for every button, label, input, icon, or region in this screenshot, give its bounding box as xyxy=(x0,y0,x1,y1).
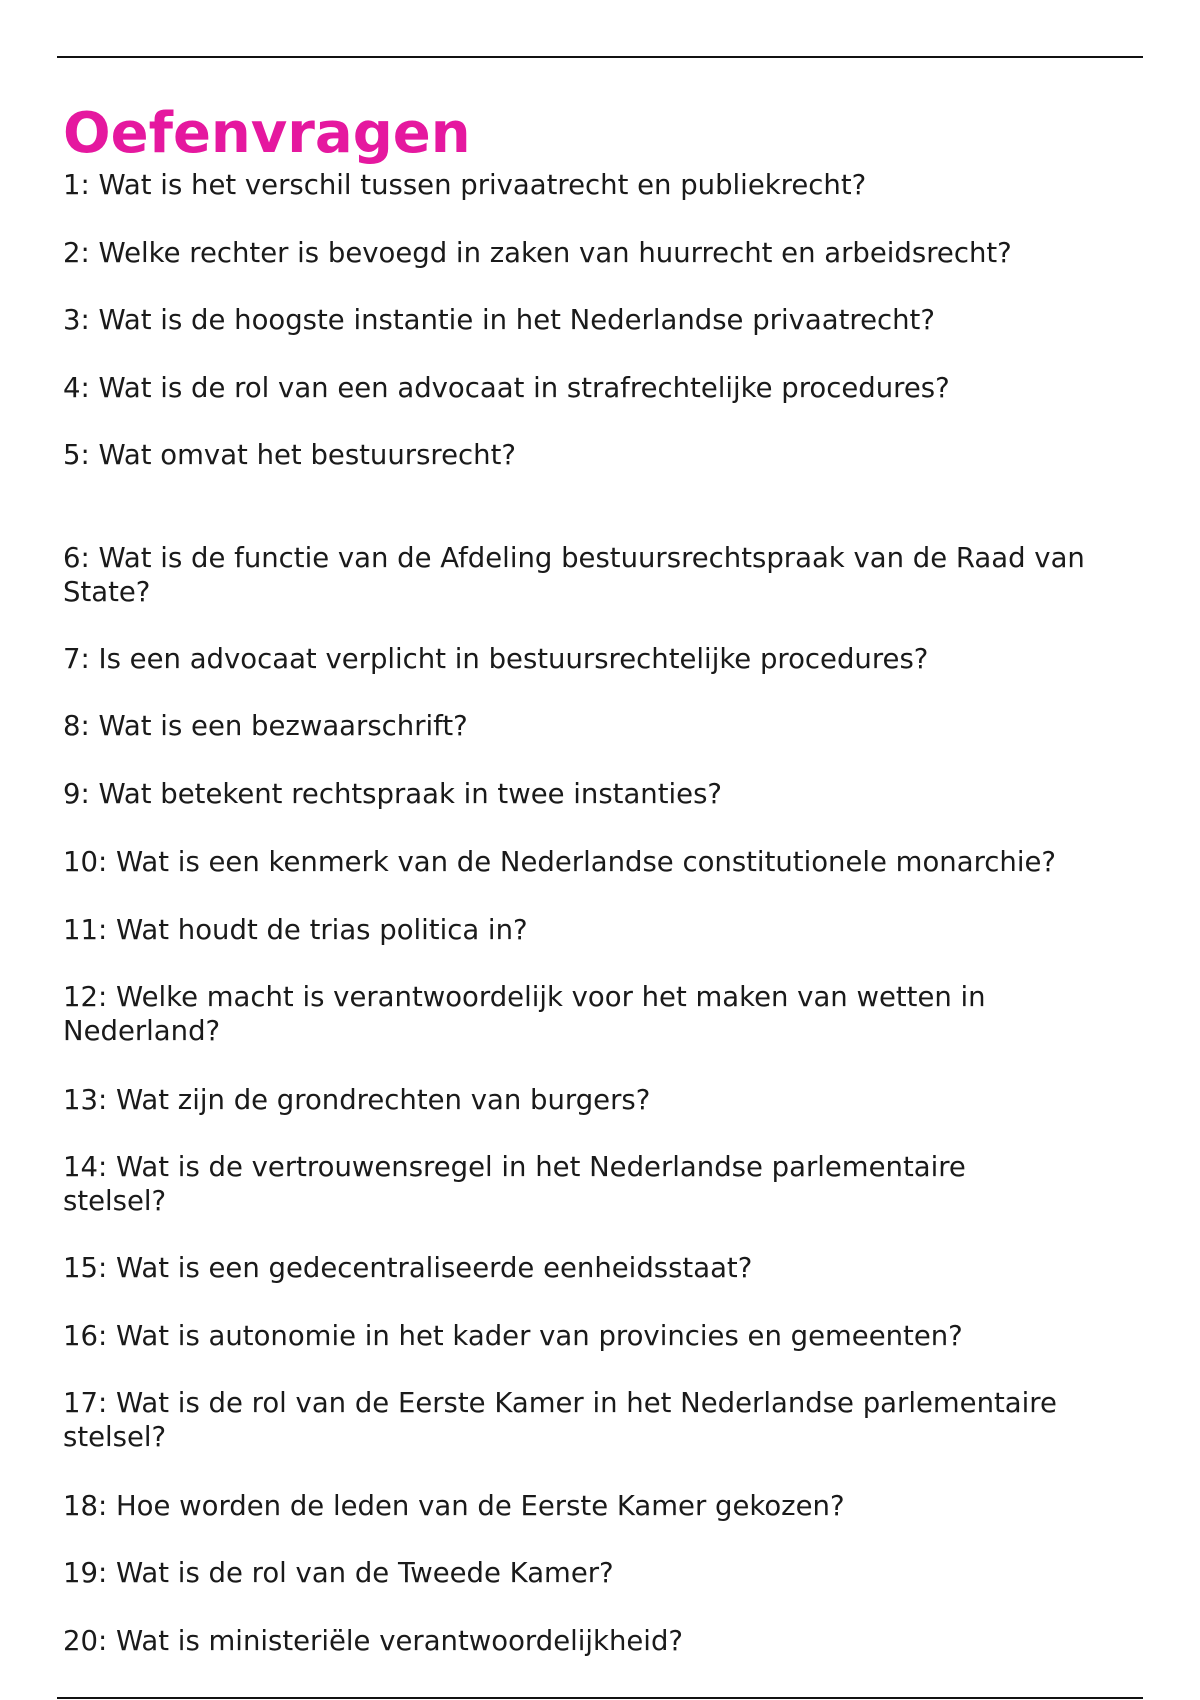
question-13: 13: Wat zijn de grondrechten van burgers? xyxy=(63,1084,651,1116)
question-2: 2: Welke rechter is bevoegd in zaken van huurrecht en arbeidsrecht? xyxy=(63,237,1012,269)
question-14: 14: Wat is de vertrouwensregel in het Nederlandse parlementaire stelsel? xyxy=(63,1151,966,1217)
question-1: 1: Wat is het verschil tussen privaatrecht en publiekrecht? xyxy=(63,169,867,201)
question-8: 8: Wat is een bezwaarschrift? xyxy=(63,710,468,742)
question-6: 6: Wat is de functie van de Afdeling bestuursrechtspraak van de Raad van State? xyxy=(63,542,1085,608)
question-7: 7: Is een advocaat verplicht in bestuursrechtelijke procedures? xyxy=(63,643,929,675)
top-divider xyxy=(57,56,1143,58)
question-5: 5: Wat omvat het bestuursrecht? xyxy=(63,439,516,471)
question-18: 18: Hoe worden de leden van de Eerste Kamer gekozen? xyxy=(63,1490,845,1522)
page-title: Oefenvragen xyxy=(63,101,471,166)
question-15: 15: Wat is een gedecentraliseerde eenheidsstaat? xyxy=(63,1252,753,1284)
question-17: 17: Wat is de rol van de Eerste Kamer in het Nederlandse parlementaire stelsel? xyxy=(63,1387,1057,1453)
question-20: 20: Wat is ministeriële verantwoordelijkheid? xyxy=(63,1625,683,1657)
question-19: 19: Wat is de rol van de Tweede Kamer? xyxy=(63,1557,614,1589)
question-9: 9: Wat betekent rechtspraak in twee instanties? xyxy=(63,778,723,810)
question-3: 3: Wat is de hoogste instantie in het Nederlandse privaatrecht? xyxy=(63,304,935,336)
question-12: 12: Welke macht is verantwoordelijk voor het maken van wetten in Nederland? xyxy=(63,981,986,1047)
question-16: 16: Wat is autonomie in het kader van provincies en gemeenten? xyxy=(63,1320,963,1352)
question-4: 4: Wat is de rol van een advocaat in strafrechtelijke procedures? xyxy=(63,372,950,404)
question-10: 10: Wat is een kenmerk van de Nederlandse constitutionele monarchie? xyxy=(63,846,1056,878)
bottom-divider xyxy=(57,1697,1143,1699)
question-11: 11: Wat houdt de trias politica in? xyxy=(63,914,528,946)
